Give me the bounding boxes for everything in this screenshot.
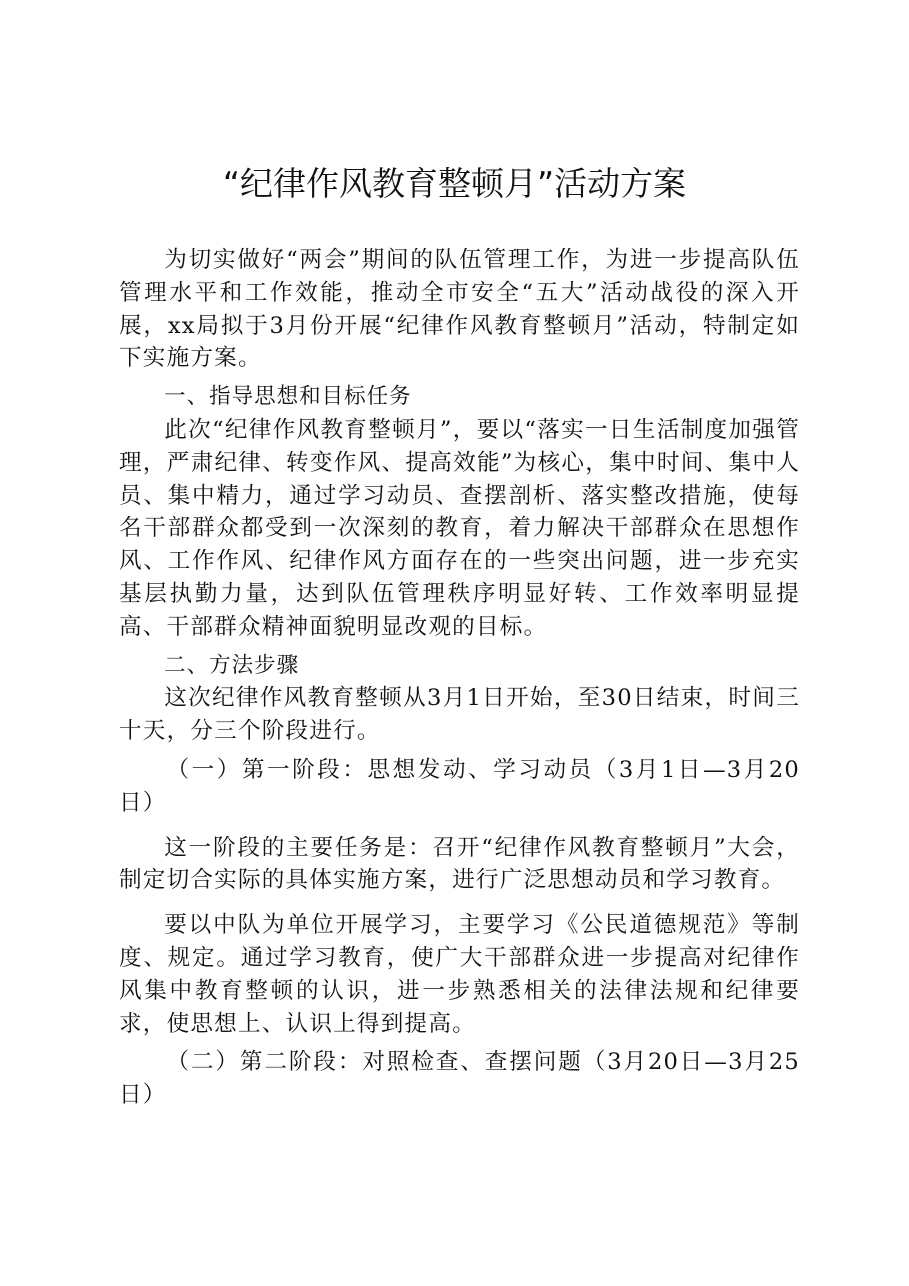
document-title: “纪律作风教育整顿月”活动方案	[222, 164, 687, 203]
spacer	[119, 897, 800, 909]
section-heading-methods-steps: 二、方法步骤	[164, 652, 300, 678]
phase-first-paragraph-2: 要以中队为单位开展学习，主要学习《公民道德规范》等制度、规定。通过学习教育，使广大干部群众进一步提高对纪律作风集中教育整顿的认识，进一步熟悉相关的法律法规和纪律要求，使思想上、认识上得到提高。	[119, 912, 800, 1037]
section-body-methods-steps: 这次纪律作风教育整顿从3月1日开始，至30日结束，时间三十天，分三个阶段进行。	[119, 685, 800, 745]
phase-first-paragraph-1: 这一阶段的主要任务是：召开“纪律作风教育整顿月”大会，制定切合实际的具体实施方案，进行广泛思想动员和学习教育。	[119, 834, 800, 894]
intro-paragraph: 为切实做好“两会”期间的队伍管理工作，为进一步提高队伍管理水平和工作效能，推动全市安全“五大”活动战役的深入开展，xx局拟于3月份开展“纪律作风教育整顿月”活动，特制定如下实施方案。	[119, 247, 800, 372]
phase-heading-second: （二）第二阶段：对照检查、查摆问题（3月20日—3月25日）	[119, 1049, 800, 1109]
section-heading-guiding-ideology: 一、指导思想和目标任务	[164, 384, 412, 410]
spacer	[119, 820, 800, 832]
document-body	[119, 244, 800, 1112]
phase-heading-first: （一）第一阶段：思想发动、学习动员（3月1日—3月20日）	[119, 756, 800, 816]
section-body-guiding-ideology: 此次“纪律作风教育整顿月”，要以“落实一日生活制度加强管理，严肃纪律、转变作风、提高效能”为核心，集中时间、集中人员、集中精力，通过学习动员、查摆剖析、落实整改措施，使每名干部群众都受到一次深刻的教育，着力解决干部群众在思想作风、工作作风、纪律作风方面存在的一些突出问题，进一步充实基层执勤力量，达到队伍管理秩序明显好转、工作效率明显提高、干部群众精神面貌明显改观的目标。	[119, 416, 800, 640]
